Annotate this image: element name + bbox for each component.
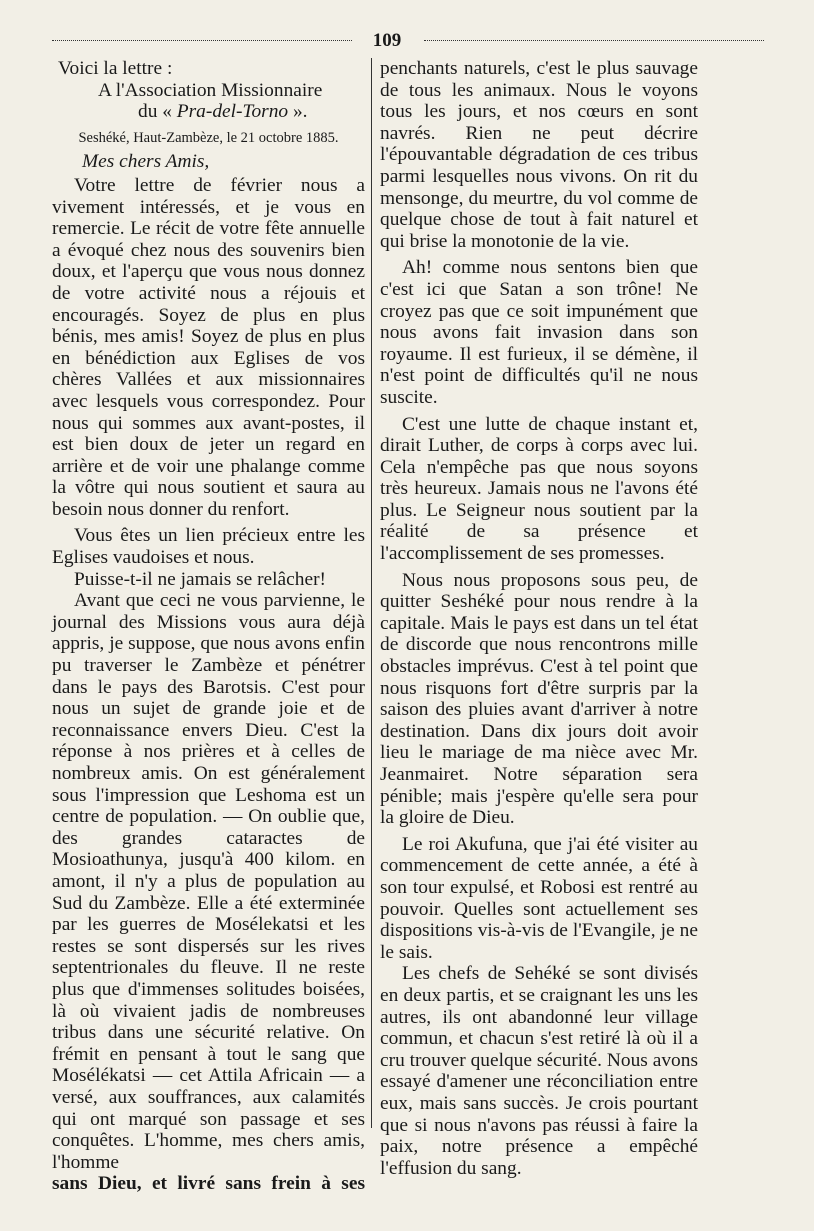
addressee-line-1: A l'Association Missionnaire [98, 79, 323, 101]
header-rule-left [52, 40, 352, 41]
paragraph: penchants naturels, c'est le plus sauvage de tous les animaux. Nous le voyons tous les jours, et nos cœurs en sont navrés. Rien ne peut décrire l'épouvantable dégradation de ces tribus parmi lesquelles nous vivons. On rit du mensonge, du meurtre, du vol comme de quelque chose de tout à fait naturel et qui brise la monotonie de la vie. [380, 58, 698, 252]
page-number: 109 [372, 30, 402, 51]
paragraph: Ah! comme nous sentons bien que c'est ici que Satan a son trône! Ne croyez pas que ce soit impunément que nous avons fait invasion dans son royaume. Il est furieux, il se démène, il n'est point de difficultés qu'il ne nous suscite. [380, 257, 698, 408]
addressee-suffix: ». [288, 101, 308, 123]
paragraph: Les chefs de Sehéké se sont divisés en deux partis, et se craignant les uns les autres, ils ont abandonné leur village commun, et chacun s'est retiré là où il a cru trouver quelque sécurité. Nous avons essayé d'amener une réconciliation entre eux, mais sans succès. Je crois pourtant que si nous n'avons pas réussi à faire la paix, notre présence a empêché l'effusion du sang. [380, 963, 698, 1179]
left-column [52, 58, 365, 1195]
addressee-line-2 [138, 101, 365, 123]
right-column [380, 58, 698, 1179]
column-divider [371, 58, 372, 1128]
addressee-prefix: du « [138, 101, 177, 123]
salutation: Mes chers Amis, [82, 151, 210, 173]
page-header [52, 30, 764, 50]
paragraph: Puisse-t-il ne jamais se relâcher! [74, 568, 326, 590]
paragraph: C'est une lutte de chaque instant et, dirait Luther, de corps à corps avec lui. Cela n'empêche pas que nous soyons très heureux. Jamais nous ne l'avons été plus. Le Seigneur nous soutient par la réalité de sa présence et l'accomplissement de ses promesses. [380, 413, 698, 565]
addressee-name: Pra-del-Torno [176, 101, 289, 123]
paragraph: Le roi Akufuna, que j'ai été visiter au commencement de cette année, a été à son tour expulsé, et Robosi est rentré au pouvoir. Quelles sont actuellement ses dispositions vis-à-vis de l'Evangile, je ne le sais. [380, 833, 698, 963]
paragraph: Votre lettre de février nous a vivement intéressés, et je vous en remercie. Le récit de votre fête annuelle a évoqué chez nous des souvenirs bien doux, et l'aperçu que vous nous donnez de votre activité nous a réjouis et encouragés. Soyez de plus en plus bénis, mes amis! Soyez de plus en plus en bénédiction aux Eglises de vos chères Vallées et aux missionnaires avec lesquels vous correspondez. Pour nous qui sommes aux avant-postes, il est bien doux de jeter un regard en arrière et de voir une phalange comme la vôtre qui nous soutient et saura au besoin nous donner du renfort. [52, 174, 365, 520]
dateline: Seshéké, Haut-Zambèze, le 21 octobre 1885. [78, 129, 339, 146]
letter-intro: Voici la lettre : [58, 58, 173, 79]
paragraph-tail-bold: sans Dieu, et livré sans frein à ses [52, 1173, 365, 1195]
paragraph: Nous nous proposons sous peu, de quitter Seshéké pour nous rendre à la capitale. Mais le pays est dans un tel état de discorde que nous rencontrons mille obstacles imprévus. C'est à tel point que nous risquons fort d'être surpris par la saison des pluies avant d'arriver à notre destination. Dans dix jours doit avoir lieu le mariage de ma nièce avec Mr. Jeanmairet. Notre séparation sera pénible; mais j'espère qu'elle sera pour la gloire de Dieu. [380, 569, 698, 829]
paragraph: Avant que ceci ne vous parvienne, le journal des Missions vous aura déjà appris, je suppose, que nous avons enfin pu traverser le Zambèze et pénétrer dans le pays des Barotsis. C'est pour nous un sujet de grande joie et de reconnaissance envers Dieu. C'est la réponse à nos prières et à celles de nombreux amis. On est généralement sous l'impression que Leshoma est un centre de population. — On oublie que, des grandes cataractes de Mosioathunya, jusqu'à 400 kilom. en amont, il n'y a plus de population au Sud du Zambèze. Elle a été exterminée par les guerres de Mosélekatsi et les restes se sont dispersés sur les rives septentrionales du fleuve. Il ne reste plus que d'immenses solitudes boisées, là où vivaient jadis de nombreuses tribus dans une sécurité relative. On frémit en pensant à tout le sang que Mosélékatsi — cet Attila Africain — a versé, aux souffrances, aux calamités qui ont marqué son passage et ses conquêtes. L'homme, mes chers amis, l'homme [52, 590, 365, 1173]
header-rule-right [424, 40, 764, 41]
paragraph: Vous êtes un lien précieux entre les Eglises vaudoises et nous. [52, 525, 365, 569]
